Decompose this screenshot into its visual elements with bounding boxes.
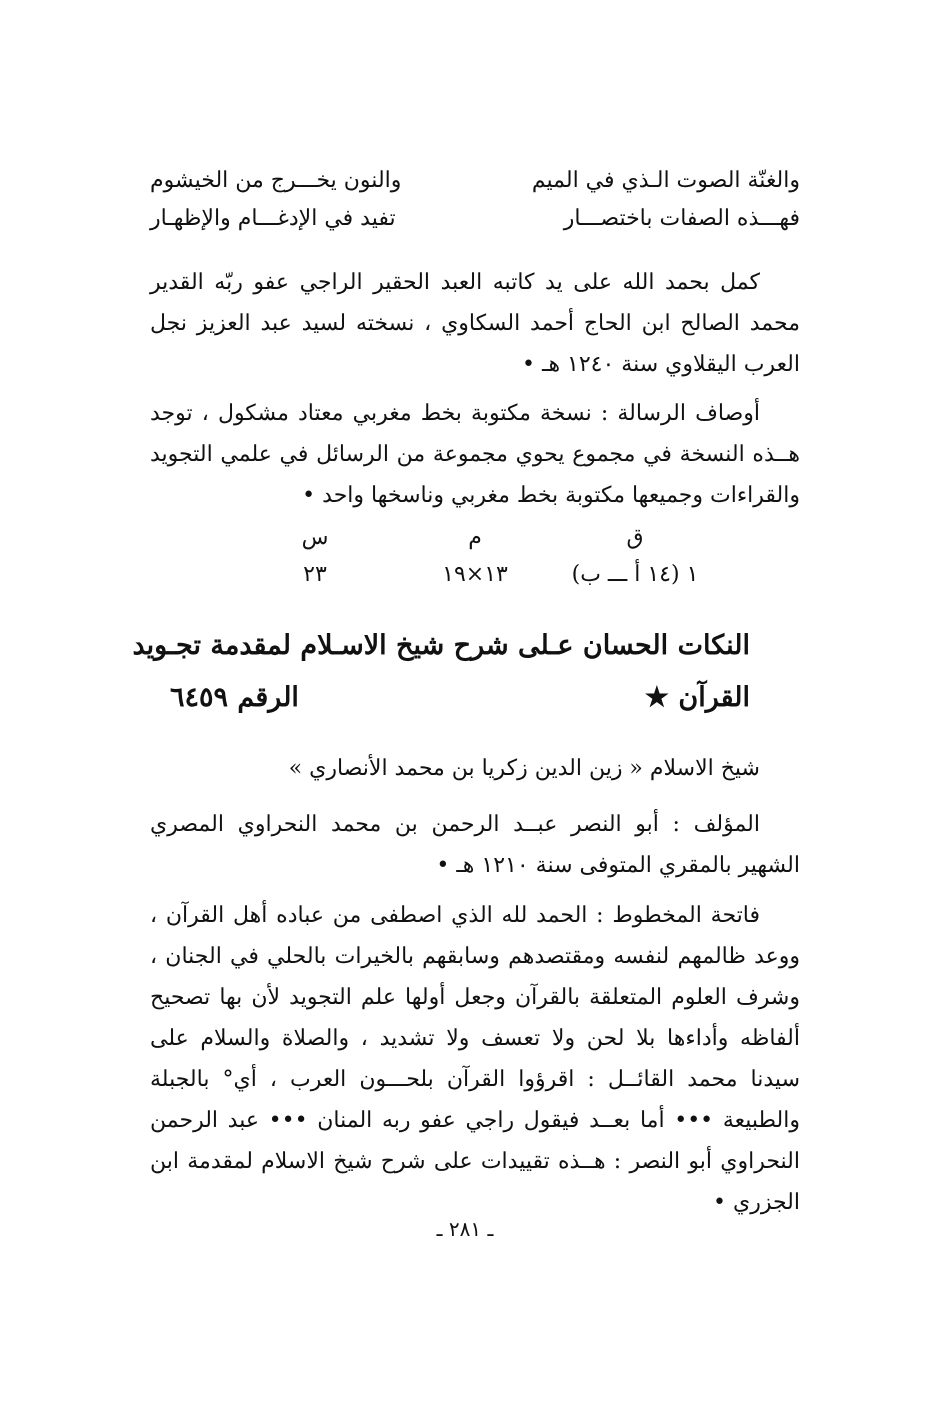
code-value-q: ١ (١٤ أ ـــ ب) bbox=[571, 562, 699, 587]
entry-title-quran: القرآن ★ bbox=[644, 682, 750, 713]
codes-header-row bbox=[240, 525, 710, 559]
verse-line-2-second-hemistich: تفيد في الإدغـــام والإظهـار bbox=[150, 206, 396, 231]
verse-line-2-first-hemistich: فهـــذه الصفات باختصـــار bbox=[563, 206, 800, 231]
code-header-m: م bbox=[468, 525, 482, 550]
verse-line-2 bbox=[150, 206, 800, 244]
description-paragraph: أوصاف الرسالة : نسخة مكتوبة بخط مغربي معتاد مشكول ، توجد هــذه النسخة في مجموع يحوي مجموعة من الرسائل في علمي التجويد والقراءات وجميعها مكتوبة بخط مغربي وناسخها واحد • bbox=[150, 401, 800, 508]
code-value-s: ٢٣ bbox=[303, 562, 327, 587]
codes-value-row bbox=[240, 562, 710, 596]
sheikh-line: شيخ الاسلام « زين الدين زكريا بن محمد الأنصاري » bbox=[288, 756, 760, 781]
entry-title bbox=[132, 620, 750, 724]
author-paragraph: المؤلف : أبو النصر عبــد الرحمن بن محمد النحراوي المصري الشهير بالمقري المتوفى سنة ١٢١٠ هـ • bbox=[150, 812, 800, 878]
verse-line-1-second-hemistich: والنون يخـــرج من الخيشوم bbox=[150, 168, 402, 193]
entry-title-line-1: النكات الحسان عـلى شرح شيخ الاسـلام لمقدمة تجـويد bbox=[132, 630, 750, 661]
opening-paragraph: فاتحة المخطوط : الحمد لله الذي اصطفى من عباده أهل القرآن ، ووعد ظالمهم لنفسه ومقتصدهم وسابقهم بالخيرات بالحلي في الجنان ، وشرف العلوم المتعلقة بالقرآن وجعل أولها علم التجويد لأن بها تصحيح ألفاظه وأداءها بلا لحن ولا تعسف ولا تشديد ، والصلاة والسلام على سيدنا محمد القائــل : اقرؤوا القرآن بلحـــون العرب ، أي° بالجبلة والطبيعة ••• أما بعــد فيقول راجي عفو ربه المنان ••• عبد الرحمن النحراوي أبو النصر : هــذه تقييدات على شرح شيخ الاسلام لمقدمة ابن الجزري • bbox=[150, 903, 800, 1215]
code-value-m: ١٣×١٩ bbox=[442, 562, 508, 587]
entry-number: الرقم ٦٤٥٩ bbox=[170, 682, 299, 713]
code-header-s: س bbox=[301, 525, 329, 550]
colophon-paragraph: كمل بحمد الله على يد كاتبه العبد الحقير الراجي عفو ربّه القدير محمد الصالح ابن الحاج أحمد السكاوي ، نسخته لسيد عبد العزيز نجل العرب اليقلاوي سنة ١٢٤٠ هـ • bbox=[150, 270, 800, 377]
code-header-q: ق bbox=[626, 525, 644, 550]
page-number: ـ ٢٨١ ـ bbox=[436, 1217, 494, 1241]
entry-title-line-2 bbox=[150, 672, 750, 724]
verse-line-1 bbox=[150, 168, 800, 206]
verse-line-1-first-hemistich: والغنّة الصوت الـذي في الميم bbox=[531, 168, 800, 193]
